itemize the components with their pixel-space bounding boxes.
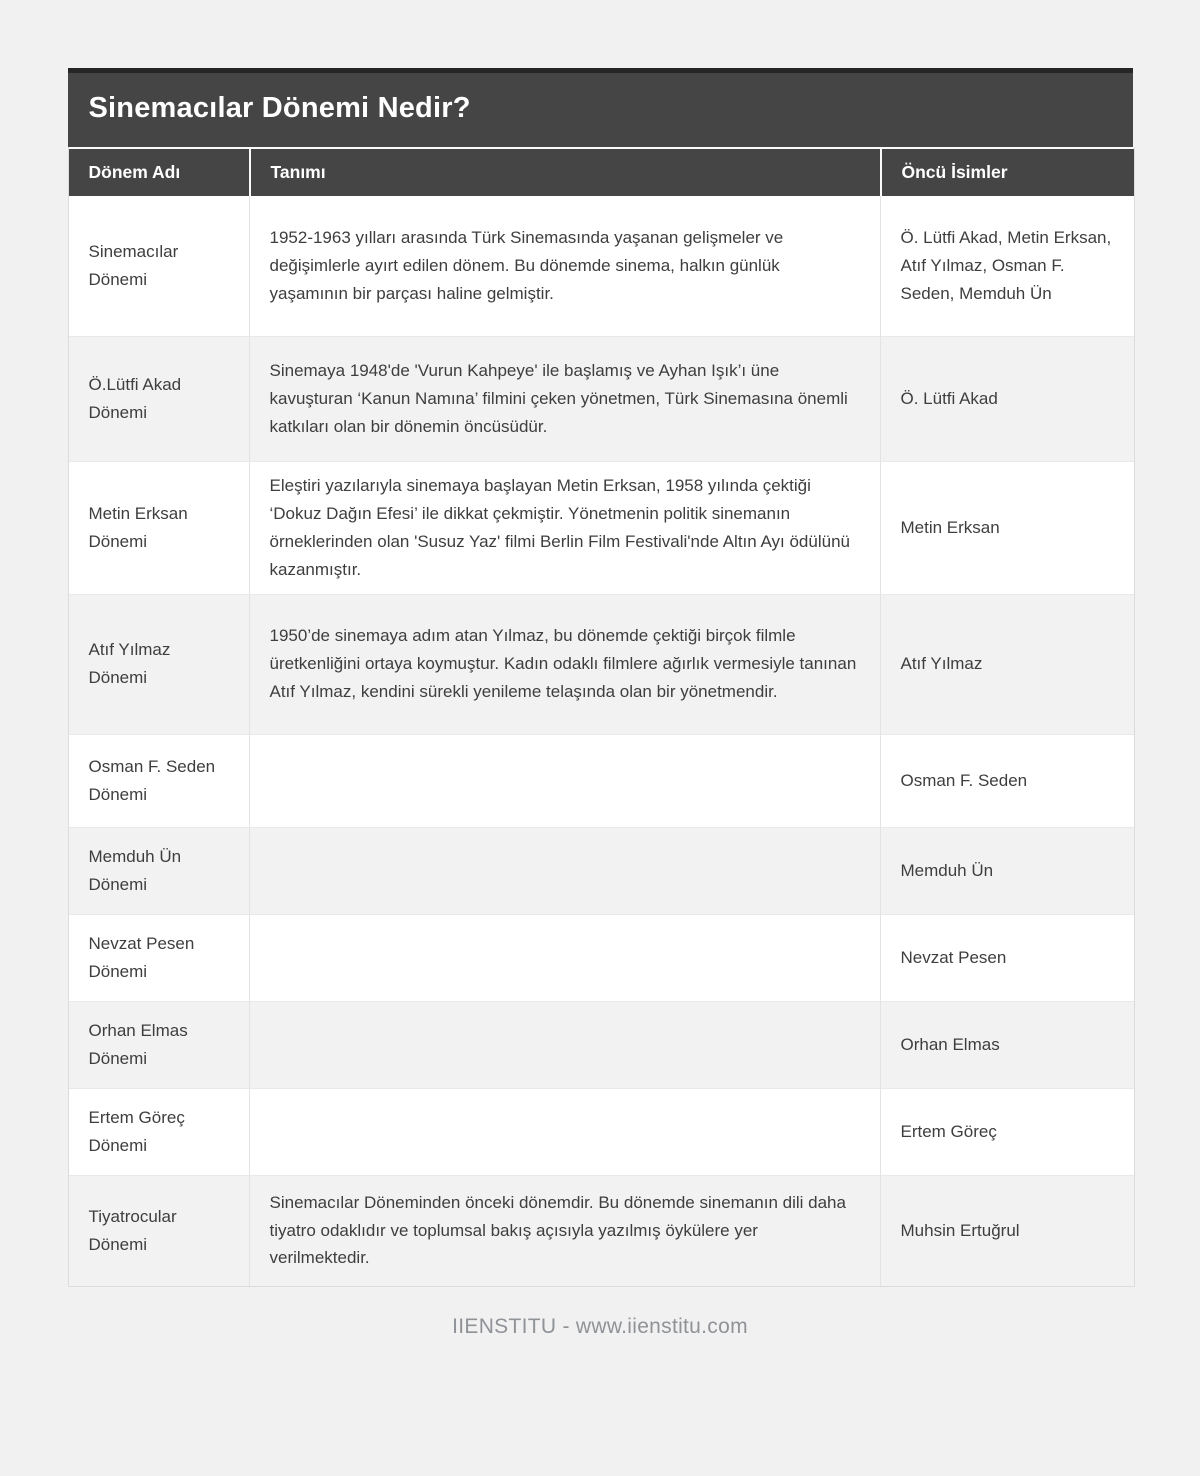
period-cell: Orhan Elmas Dönemi (69, 1001, 249, 1088)
definition-cell (249, 1001, 880, 1088)
period-cell: Atıf Yılmaz Dönemi (69, 594, 249, 734)
period-cell: Osman F. Seden Dönemi (69, 734, 249, 827)
column-header-pioneers: Öncü İsimler (880, 147, 1134, 196)
table-row (69, 336, 1134, 461)
definition-cell: 1952-1963 yılları arasında Türk Sinemasında yaşanan gelişmeler ve değişimlerle ayırt edilen dönem. Bu dönemde sinema, halkın günlük yaşamının bir parçası haline gelmiştir. (249, 196, 880, 336)
header-row (69, 147, 1134, 196)
definition-cell (249, 734, 880, 827)
period-cell: Ertem Göreç Dönemi (69, 1088, 249, 1175)
definition-cell: Sinemacılar Döneminden önceki dönemdir. Bu dönemde sinemanın dili daha tiyatro odaklıdır ve toplumsal bakış açısıyla yazılmış öykülere yer verilmektedir. (249, 1175, 880, 1286)
definition-cell (249, 827, 880, 914)
pioneers-cell: Ö. Lütfi Akad, Metin Erksan, Atıf Yılmaz, Osman F. Seden, Memduh Ün (880, 196, 1134, 336)
period-cell: Memduh Ün Dönemi (69, 827, 249, 914)
pioneers-cell: Memduh Ün (880, 827, 1134, 914)
pioneers-cell: Nevzat Pesen (880, 914, 1134, 1001)
page (0, 68, 1200, 1389)
table-row (69, 461, 1134, 594)
table-row (69, 734, 1134, 827)
definition-cell: 1950’de sinemaya adım atan Yılmaz, bu dönemde çektiği birçok filmle üretkenliğini ortaya koymuştur. Kadın odaklı filmlere ağırlık vermesiyle tanınan Atıf Yılmaz, kendini sürekli yenileme telaşında olan bir yönetmendir. (249, 594, 880, 734)
pioneers-cell: Orhan Elmas (880, 1001, 1134, 1088)
table-row (69, 1175, 1134, 1286)
definition-cell (249, 914, 880, 1001)
period-cell: Nevzat Pesen Dönemi (69, 914, 249, 1001)
cinema-periods-panel (68, 68, 1133, 1287)
pioneers-cell: Ertem Göreç (880, 1088, 1134, 1175)
table-row (69, 196, 1134, 336)
pioneers-cell: Osman F. Seden (880, 734, 1134, 827)
column-header-period: Dönem Adı (69, 147, 249, 196)
pioneers-cell: Muhsin Ertuğrul (880, 1175, 1134, 1286)
periods-table (68, 147, 1135, 1287)
column-header-definition: Tanımı (249, 147, 880, 196)
pioneers-cell: Ö. Lütfi Akad (880, 336, 1134, 461)
table-row (69, 914, 1134, 1001)
period-cell: Tiyatrocular Dönemi (69, 1175, 249, 1286)
page-title: Sinemacılar Dönemi Nedir? (68, 68, 1133, 147)
period-cell: Sinemacılar Dönemi (88, 242, 179, 289)
table-row (69, 1088, 1134, 1175)
table-row (69, 1001, 1134, 1088)
period-cell: Metin Erksan Dönemi (69, 461, 249, 594)
table-row (69, 594, 1134, 734)
definition-cell: Eleştiri yazılarıyla sinemaya başlayan Metin Erksan, 1958 yılında çektiği ‘Dokuz Dağın Efesi’ ile dikkat çekmiştir. Yönetmenin politik sinemanın örneklerinden olan 'Susuz Yaz' filmi Berlin Film Festivali'nde Altın Ayı ödülünü kazanmıştır. (249, 461, 880, 594)
table-row (69, 827, 1134, 914)
period-cell: Ö.Lütfi Akad Dönemi (69, 336, 249, 461)
footer-brand: IIENSTITU - www.iienstitu.com (452, 1314, 748, 1338)
definition-cell (249, 1088, 880, 1175)
pioneers-cell: Atıf Yılmaz (880, 594, 1134, 734)
pioneers-cell: Metin Erksan (880, 461, 1134, 594)
definition-cell: Sinemaya 1948'de 'Vurun Kahpeye' ile başlamış ve Ayhan Işık’ı üne kavuşturan ‘Kanun Namına’ filmini çeken yönetmen, Türk Sinemasına önemli katkıları olan bir dönemin öncüsüdür. (249, 336, 880, 461)
